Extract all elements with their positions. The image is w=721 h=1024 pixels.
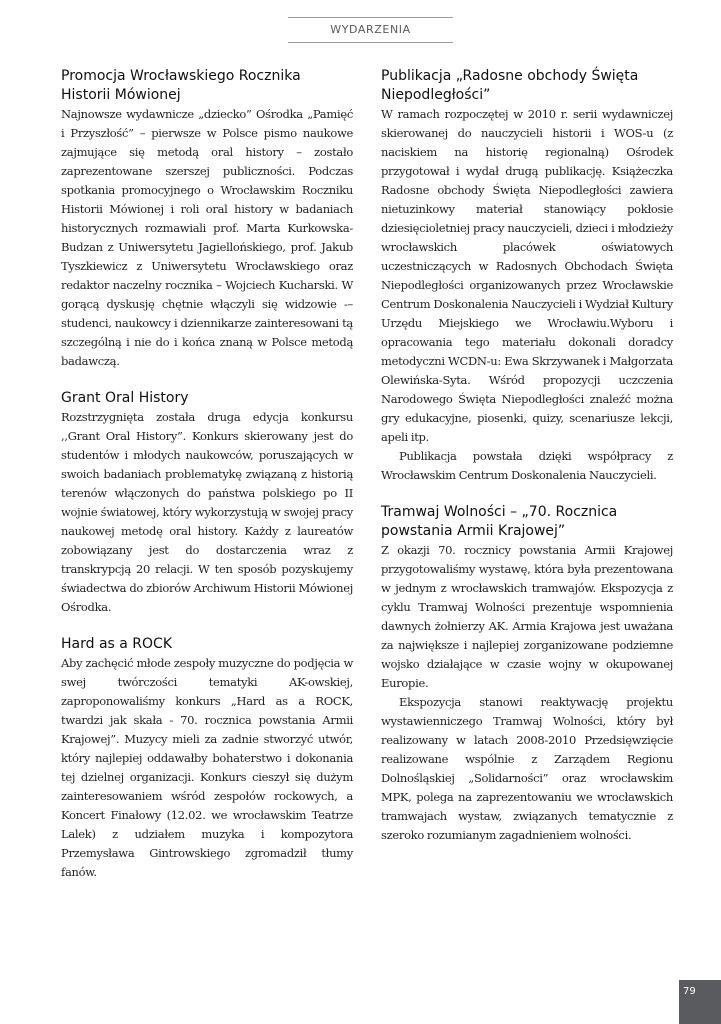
article-body [61,105,353,371]
article-paragraph: Najnowsze wydawnicze „dziecko” Ośrodka „Pamięć i Przyszłość” – pierwsze w Polsce pismo naukowe zajmujące się metodą oral history – zostało zaprezentowane szerszej publiczności. Podczas spotkania promocyjnego o Wrocławskim Roczniku Historii Mówionej i roli oral history w badaniach historycznych rozmawiali prof. Marta Kurkowska-Budzan z Uniwersytetu Jagiellońskiego, prof. Jakub Tyszkiewicz z Uniwersytetu Wrocławskiego oraz redaktor naczelny rocznika – Wojciech Kucharski. W gorącą dyskusję chętnie włączyli się widzowie -– studenci, naukowcy i dziennikarze zainteresowani tą szczególną i nie do i końca znaną w Polsce metodą badawczą. [61,107,353,368]
article-paragraph: W ramach rozpoczętej w 2010 r. serii wydawniczej skierowanej do nauczycieli historii i WOS-u (z naciskiem na historię regionalną) Ośrodek przygotował i wydał drugą publikację. Książeczka Radosne obchody Święta Niepodległości zawiera nietuzinkowy materiał stanowiący pokłosie dziesięcioletniej pracy nauczycieli, dzieci i młodzieży wrocławskich placówek oświatowych uczestniczących w Radosnych Obchodach Święta Niepodległości organizowanych przez Wrocławskie Centrum Doskonalenia Nauczycieli i Wydział Kultury Urzędu Miejskiego we Wrocławiu.Wyboru i opracowania tego materiału dokonali doradcy metodyczni WCDN-u: Ewa Skrzywanek i Małgorzata Olewińska-Syta. Wśród propozycji uczczenia Narodowego Święta Niepodległości znaleźć można gry edukacyjne, piosenki, quizy, scenariusze lekcji, apeli itp. [381,107,673,444]
article-rocznik-promotion [61,67,353,371]
article-tramwaj-wolnosci [381,503,673,845]
article-heading: Publikacja „Radosne obchody Święta Niepodległości” [381,68,639,103]
article-paragraph: Z okazji 70. rocznicy powstania Armii Krajowej przygotowaliśmy wystawę, która była prezentowana w jednym z wrocławskich tramwajów. Ekspozycja z cyklu Tramwaj Wolności prezentuje wspomnienia dawnych żołnierzy AK. Armia Krajowa jest uważana za największe i najlepiej zorganizowane podziemne wojsko działające w czasie wojny w okupowanej Europie. [381,543,673,690]
article-body [381,541,673,845]
running-header [288,17,453,43]
article-body [381,105,673,485]
article-heading: Grant Oral History [61,390,189,406]
article-grant-oral-history [61,389,353,617]
article-heading: Tramwaj Wolności – „70. Rocznica powstania Armii Krajowej” [381,504,618,539]
article-body [61,654,353,882]
right-column [381,67,673,863]
page-number-tab [679,980,721,1024]
article-publication [381,67,673,485]
page-number: 79 [683,986,696,997]
article-paragraph: Aby zachęcić młode zespoły muzyczne do podjęcia w swej twórczości tematyki AK-owskiej, zaproponowaliśmy konkurs „Hard as a ROCK, twardzi jak skała - 70. rocznica powstania Armii Krajowej”. Muzycy mieli za zadnie stworzyć utwór, który najlepiej oddawałby bohaterstwo i dokonania tej dzielnej organizacji. Konkurs cieszył się dużym zainteresowaniem wśród zespołów rockowych, a Koncert Finałowy (12.02. we wrocławskim Teatrze Lalek) z udziałem muzyka i kompozytora Przemysława Gintrowskiego zgromadził tłumy fanów. [61,656,353,879]
article-heading: Promocja Wrocławskiego Rocznika Historii Mówionej [61,68,301,103]
article-heading: Hard as a ROCK [61,636,173,652]
article-paragraph: Rozstrzygnięta została druga edycja konkursu ,,Grant Oral History”. Konkurs skierowany jest do studentów i młodych naukowców, poruszających w swoich badaniach problematykę związaną z historią terenów włączonych do państwa polskiego po II wojnie światowej, który wykorzystują w swojej pracy naukowej metodę oral history. Każdy z laureatów zobowiązany jest do dostarczenia wraz z transkrypcją 20 relacji. W ten sposób pozyskujemy świadectwa do zbiorów Archiwum Historii Mówionej Ośrodka. [61,410,353,614]
article-body [61,408,353,617]
section-title: WYDARZENIA [330,23,411,36]
article-hard-as-a-rock [61,635,353,882]
article-paragraph: Ekspozycja stanowi reaktywację projektu wystawienniczego Tramwaj Wolności, który był realizowany w latach 2008-2010 Przedsięwzięcie realizowane wspólnie z Zarządem Regionu Dolnośląskiej „Solidarności” oraz wrocławskim MPK, polega na zaprezentowaniu we wrocławskich tramwajach wystaw, związanych tematycznie z szeroko rozumianym zagadnieniem wolności. [381,695,673,842]
article-paragraph: Publikacja powstała dzięki współpracy z Wrocławskim Centrum Doskonalenia Nauczycieli. [381,449,673,482]
left-column [61,67,353,900]
